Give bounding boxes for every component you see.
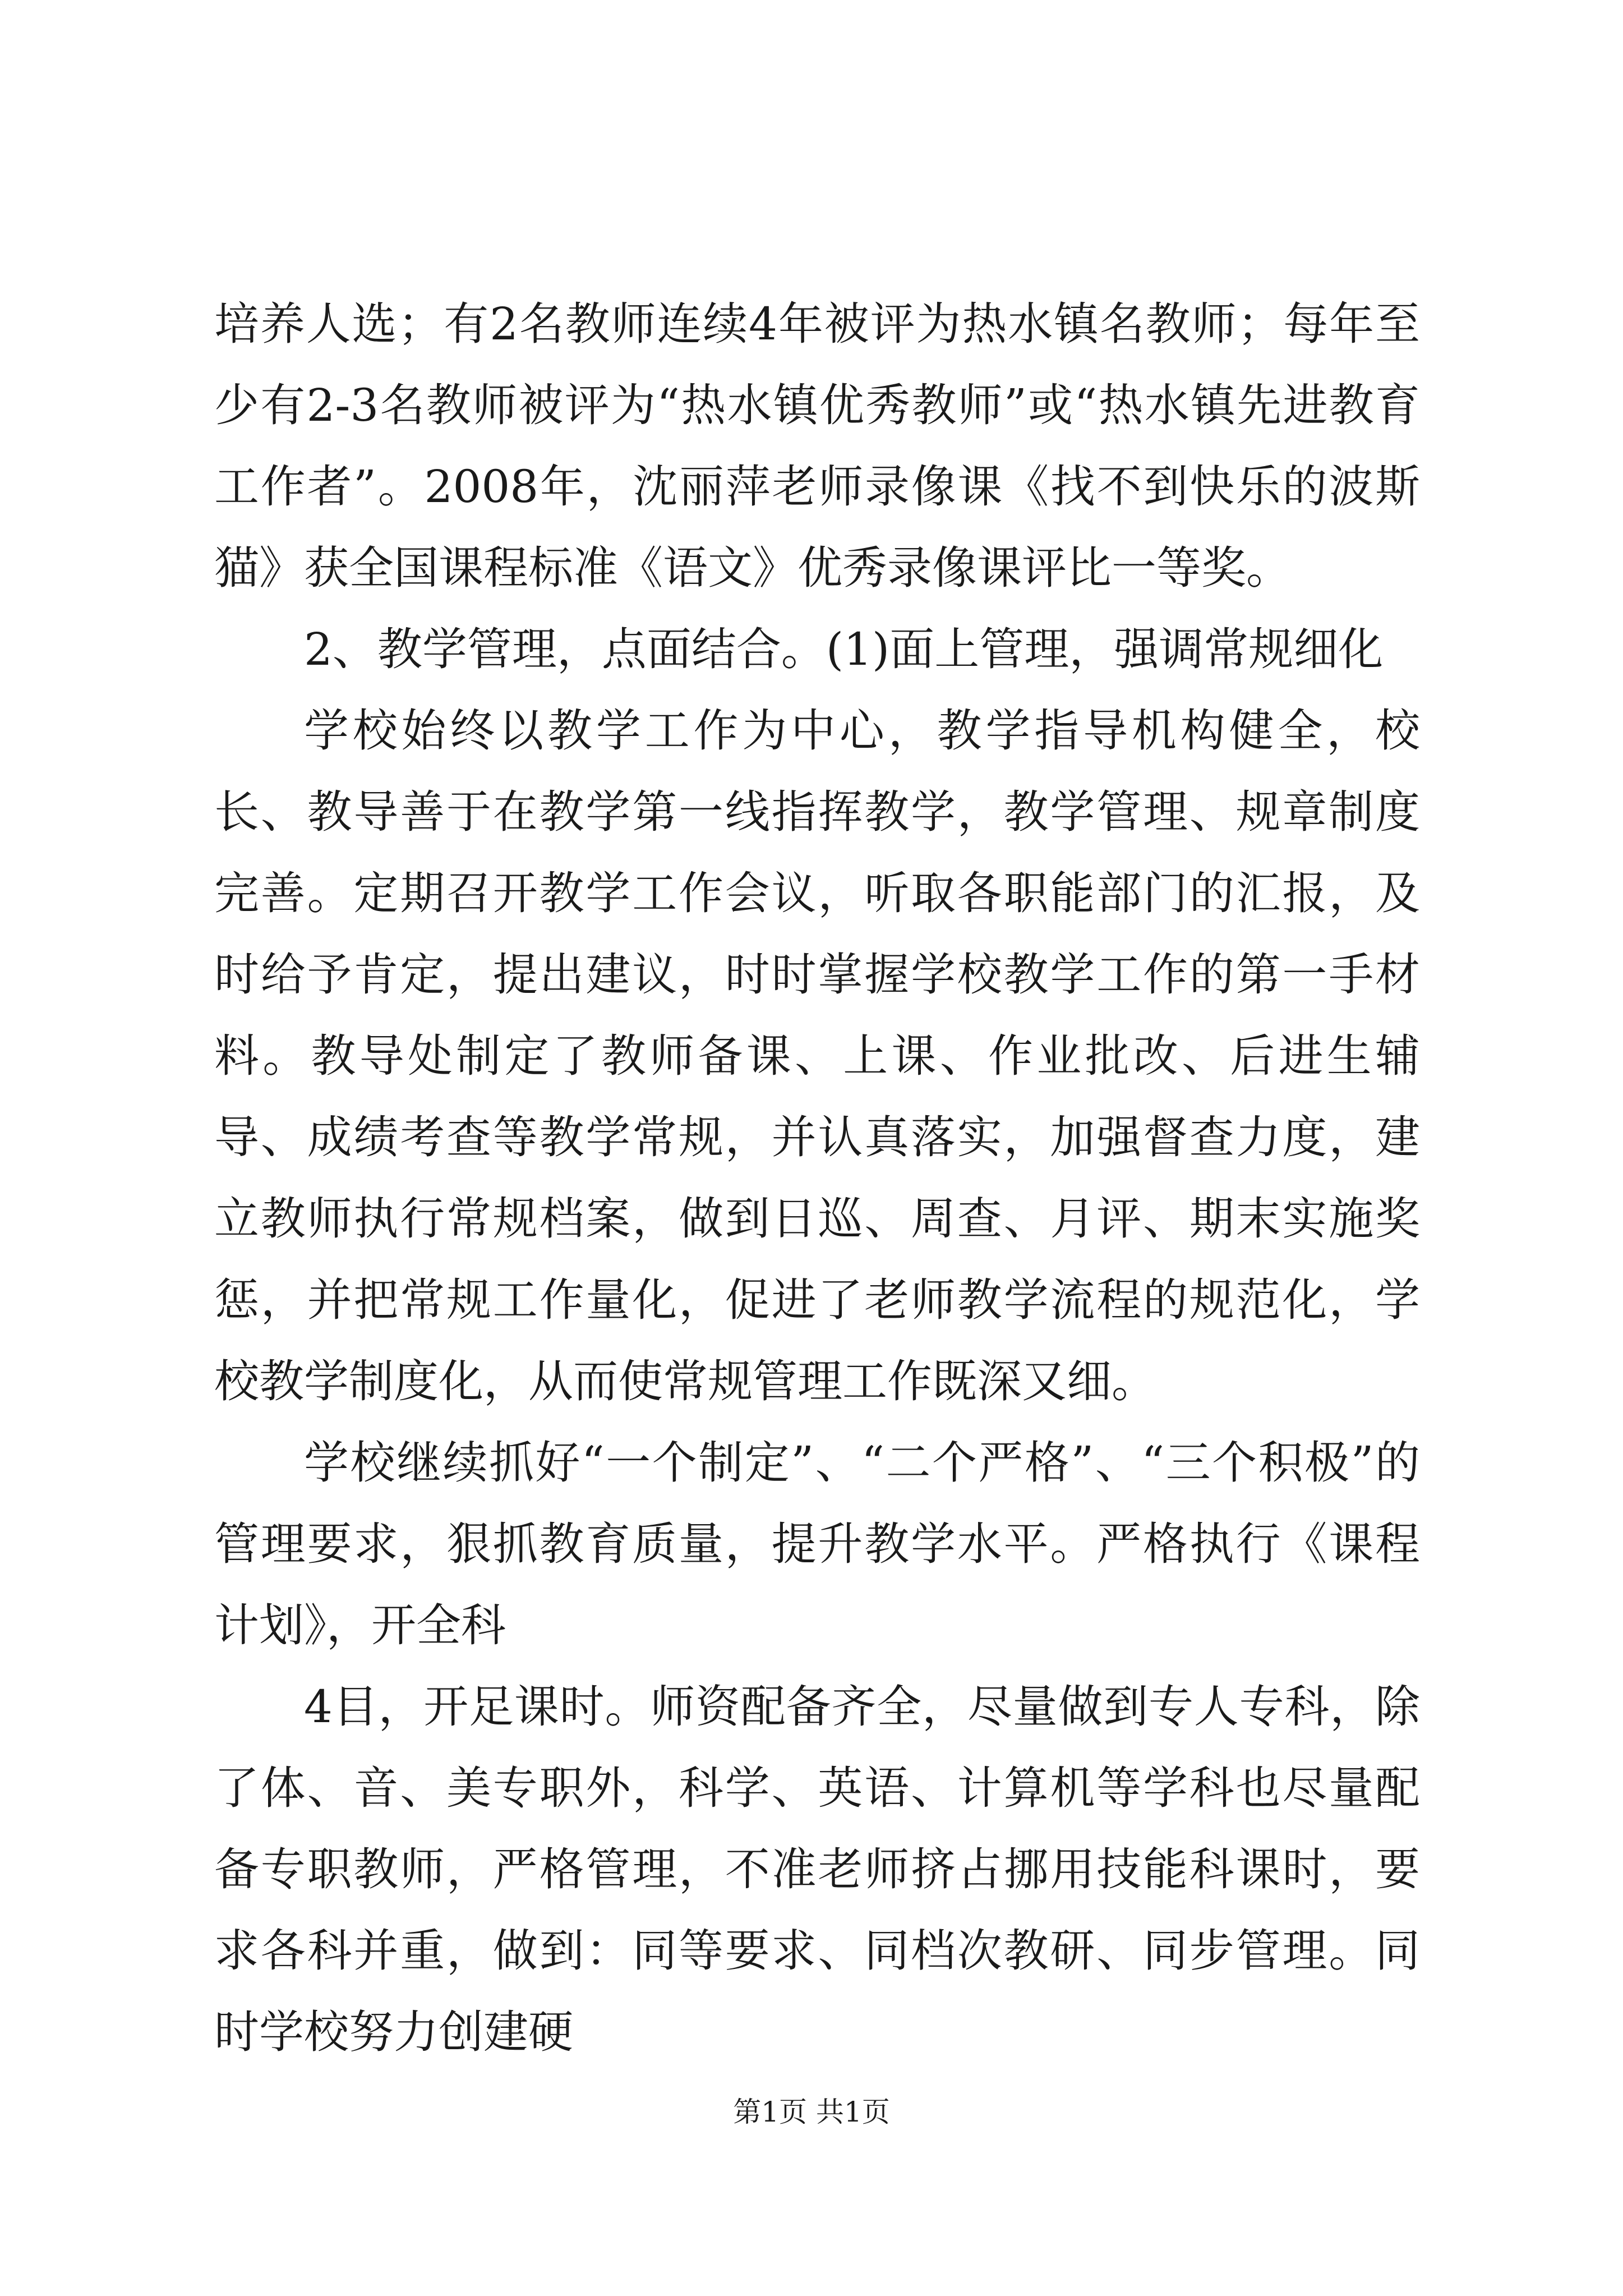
paragraph-continuation: 培养人选；有2名教师连续4年被评为热水镇名教师；每年至少有2-3名教师被评为“热水镇优秀教师”或“热水镇先进教育工作者”。2008年，沈丽萍老师录像课《找不到快乐的波斯猫》获全国课程标准《语文》优秀录像课评比一等奖。 [214,298,1420,594]
paragraph-management-requirements: 学校继续抓好“一个制定”、“二个严格”、“三个积极”的管理要求，狠抓教育质量，提升教学水平。严格执行《课程计划》，开全科 [214,1437,1420,1651]
paragraph-teaching-center: 学校始终以教学工作为中心，教学指导机构健全，校长、教导善于在教学第一线指挥教学，教学管理、规章制度完善。定期召开教学工作会议，听取各职能部门的汇报，及时给予肯定，提出建议，时时掌握学校教学工作的第一手材料。教导处制定了教师备课、上课、作业批改、后进生辅导、成绩考查等教学常规，并认真落实，加强督查力度，建立教师执行常规档案，做到日巡、周查、月评、期末实施奖惩，并把常规工作量化，促进了老师教学流程的规范化，学校教学制度化，从而使常规管理工作既深又细。 [214,705,1420,1407]
page-number-footer: 第1页 共1页 [733,2096,890,2128]
document-body [214,283,1420,2073]
paragraph-course-hours: 4目，开足课时。师资配备齐全，尽量做到专人专科，除了体、音、美专职外，科学、英语、计算机等学科也尽量配备专职教师，严格管理，不准老师挤占挪用技能科课时，要求各科并重，做到：同等要求、同档次教研、同步管理。同时学校努力创建硬 [214,1681,1420,2058]
paragraph-teaching-management-heading: 2、教学管理，点面结合。(1)面上管理，强调常规细化 [304,623,1384,675]
